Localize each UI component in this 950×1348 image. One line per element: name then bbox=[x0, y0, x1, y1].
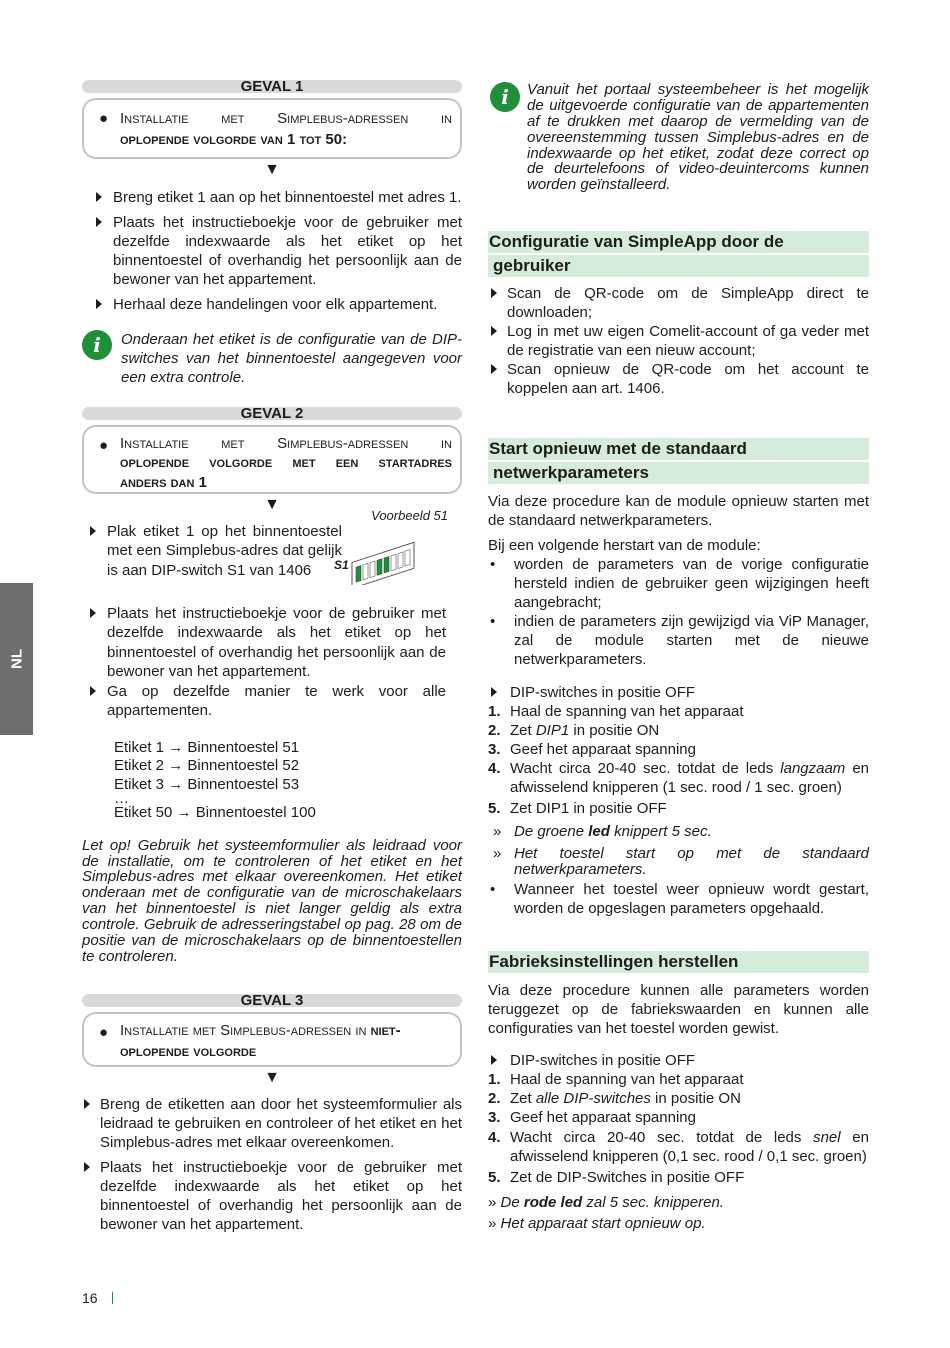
case-2-steps bbox=[82, 604, 446, 719]
list-item: Plaats het instructieboekje voor de gebruiker met dezelfde indexwaarde als het etiket op het binnentoestel of overhandig het persoonlijk aan de bewoner van het appartement. bbox=[82, 213, 462, 289]
list-item: 3. Geef het apparaat spanning bbox=[488, 741, 696, 759]
triangle-right-icon bbox=[84, 1099, 90, 1109]
restart-steps bbox=[488, 702, 869, 818]
list-item: 1. Haal de spanning van het apparaat bbox=[488, 1071, 744, 1089]
double-chevron-icon: » bbox=[493, 823, 502, 841]
case-3-steps bbox=[82, 1095, 462, 1234]
case-3-box bbox=[82, 1012, 462, 1067]
triangle-right-icon bbox=[96, 299, 102, 309]
section-title: Fabrieksinstellingen herstellen bbox=[488, 951, 869, 973]
restart-section bbox=[488, 438, 869, 919]
case-2-line-2: oplopende volgorde met een startadres bbox=[120, 454, 452, 472]
simpleapp-section bbox=[488, 231, 869, 398]
restart-bullets bbox=[488, 555, 869, 669]
list-item: » De groene led knippert 5 sec. bbox=[493, 823, 712, 841]
case-1-band: GEVAL 1 bbox=[82, 80, 462, 93]
restart-intro: Via deze procedure kan de module opnieuw starten met de standaard netwerkparameters. bbox=[488, 492, 869, 529]
case-2-line-3: anders dan 1 bbox=[120, 473, 207, 491]
triangle-right-icon bbox=[491, 326, 497, 336]
case-2-warning: Let op! Gebruik het systeemformulier als leidraad voor de installatie, om te controleren of het etiket en het Simplebus-adres met elkaar overeenkomen. Het etiket onderaan met de configuratie van de microschakelaars van het binnentoestel is niet langer geldig als extra controle. Gebruik de adresseringstabel op pag. 28 om de positie van de microschakelaars op de binnentoestellen te controleren. bbox=[82, 836, 462, 965]
double-chevron-icon: » bbox=[488, 1193, 501, 1211]
bullet-icon: • bbox=[490, 881, 496, 899]
list-item: • Wanneer het toestel weer opnieuw wordt gestart, worden de opgeslagen parameters opgehaald. bbox=[490, 881, 869, 918]
case-2 bbox=[82, 407, 462, 964]
section-title: Start opnieuw met de standaard bbox=[488, 438, 869, 460]
list-item: Etiket 1 → Binnentoestel 51 bbox=[114, 738, 300, 756]
arrow-down-icon: ▼ bbox=[264, 161, 280, 178]
list-item: 5. Zet de DIP-Switches in positie OFF bbox=[488, 1168, 745, 1186]
language-tab bbox=[0, 583, 33, 735]
case-2-first-step bbox=[82, 508, 462, 600]
portal-info-text: Vanuit het portaal systeembeheer is het mogelijk de uitgevoerde configuratie van de appartementen af te drukken met daarop de vermelding van de overeenstemming tussen Simplebus-adres en de indexwaarde op het etiket, zodat deze correct op de deurtelefoons of video-deuintercoms kunnen worden geïnstalleerd. bbox=[527, 81, 869, 194]
list-item: 2. Zet DIP1 in positie ON bbox=[488, 722, 660, 740]
case-2-line-1: Installatie met Simplebus-adressen in bbox=[120, 435, 452, 453]
simpleapp-steps bbox=[488, 284, 869, 398]
triangle-right-icon bbox=[96, 192, 102, 202]
language-tab-label: NL bbox=[7, 649, 25, 669]
list-item: 1. Haal de spanning van het apparaat bbox=[488, 702, 744, 720]
list-item: Ga op dezelfde manier te werk voor alle appartementen. bbox=[82, 682, 446, 720]
page-number: 16 bbox=[82, 1290, 98, 1306]
list-item: Breng etiket 1 aan op het binnentoestel met adres 1. bbox=[82, 188, 462, 207]
list-item: … bbox=[114, 790, 129, 808]
triangle-right-icon bbox=[96, 217, 102, 227]
case-1-box bbox=[82, 98, 462, 159]
triangle-right-icon bbox=[84, 1162, 90, 1172]
list-item: Herhaal deze handelingen voor elk appartement. bbox=[82, 295, 462, 314]
dip-switch-figure bbox=[334, 508, 448, 588]
case-1-note bbox=[82, 330, 462, 387]
list-item: » Het toestel start op met de standaard netwerkparameters. bbox=[493, 845, 869, 879]
triangle-right-icon bbox=[491, 364, 497, 374]
bullet-icon: • bbox=[490, 555, 496, 573]
triangle-right-icon bbox=[491, 288, 497, 298]
bullet-icon: • bbox=[490, 612, 496, 630]
factory-result-1: » De rode led zal 5 sec. knipperen. bbox=[488, 1193, 724, 1211]
case-1-line-2: oplopende volgorde van 1 tot 50: bbox=[120, 131, 348, 149]
etiket-mapping bbox=[82, 739, 462, 823]
list-item: Etiket 3 → Binnentoestel 53 bbox=[114, 775, 300, 793]
restart-results bbox=[488, 822, 869, 878]
list-item: DIP-switches in positie OFF bbox=[488, 683, 869, 702]
section-title: netwerkparameters bbox=[488, 462, 869, 484]
list-item: • indien de parameters zijn gewijzigd via ViP Manager, zal de module starten met de nieuwe netwerkparameters. bbox=[490, 612, 869, 668]
footer-divider bbox=[112, 1292, 114, 1304]
case-3 bbox=[82, 991, 462, 1234]
page-footer bbox=[82, 1290, 113, 1308]
case-1-line-1: Installatie met Simplebus-adressen in bbox=[120, 110, 452, 127]
list-item: Scan de QR-code om de SimpleApp direct te downloaden; bbox=[488, 284, 869, 322]
triangle-right-icon bbox=[491, 1055, 497, 1065]
list-item: Scan opnieuw de QR-code om het account te koppelen aan art. 1406. bbox=[488, 360, 869, 398]
restart-lead: Bij een volgende herstart van de module: bbox=[488, 536, 761, 554]
factory-intro: Via deze procedure kunnen alle parameters worden teruggezet op de fabriekswaarden en kunnen alle configuraties van het toestel worden gewist. bbox=[488, 982, 869, 1038]
case-3-band: GEVAL 3 bbox=[82, 994, 462, 1007]
bullet-icon: ● bbox=[99, 1023, 109, 1041]
arrow-down-icon: ▼ bbox=[264, 1068, 280, 1086]
factory-result-2: » Het apparaat start opnieuw op. bbox=[488, 1214, 706, 1232]
case-3-line-1: Installatie met Simplebus-adressen in niet- bbox=[120, 1021, 401, 1039]
list-item: 4. Wacht circa 20-40 sec. totdat de leds snel en afwisselend knipperen (0,1 sec. rood / 0,1 sec. groen) bbox=[488, 1128, 869, 1165]
list-item: 4. Wacht circa 20-40 sec. totdat de leds langzaam en afwisselend knipperen (1 sec. rood / 1 sec. groen) bbox=[488, 760, 870, 797]
list-item: Breng de etiketten aan door het systeemformulier als leidraad te gebruiken en controleer of het etiket en het Simplebus-adres met elkaar overeenkomen. bbox=[82, 1095, 462, 1152]
triangle-right-icon bbox=[90, 526, 96, 536]
dip-switch-icon bbox=[338, 525, 448, 585]
list-item: 3. Geef het apparaat spanning bbox=[488, 1109, 696, 1127]
list-item: • worden de parameters van de vorige configuratie hersteld indien de gebruiker geen wijzigingen heeft aangebracht; bbox=[490, 555, 869, 611]
list-item: Plaats het instructieboekje voor de gebruiker met dezelfde indexwaarde als het etiket op het binnentoestel of overhandig het persoonlijk aan de bewoner van het appartement. bbox=[82, 1158, 462, 1234]
case-2-box bbox=[82, 425, 462, 494]
case-2-band: GEVAL 2 bbox=[82, 407, 462, 420]
portal-info bbox=[488, 82, 869, 193]
triangle-right-icon bbox=[90, 608, 96, 618]
bullet-icon: ● bbox=[99, 110, 109, 127]
list-item: Etiket 2 → Binnentoestel 52 bbox=[114, 757, 300, 775]
arrow-down-icon: ▼ bbox=[264, 496, 280, 514]
info-icon: i bbox=[82, 330, 112, 360]
triangle-right-icon bbox=[90, 686, 96, 696]
list-item: Log in met uw eigen Comelit-account of ga veder met de registratie van een nieuw account; bbox=[488, 322, 869, 360]
figure-label: S1 bbox=[334, 558, 349, 573]
case-1-steps bbox=[82, 188, 462, 314]
info-icon: i bbox=[490, 82, 520, 112]
case-3-line-2: oplopende volgorde bbox=[120, 1042, 257, 1060]
section-title: Configuratie van SimpleApp door de bbox=[488, 231, 869, 253]
factory-section bbox=[488, 951, 869, 1233]
list-item: Plaats het instructieboekje voor de gebruiker met dezelfde indexwaarde als het etiket op het binnentoestel of overhandig het persoonlijk aan de bewoner van het appartement. bbox=[82, 604, 446, 680]
list-item: Plak etiket 1 op het binnentoestel met een Simplebus-adres dat gelijk is aan DIP-switch S1 van 1406 bbox=[82, 522, 342, 579]
list-item: Etiket 50 → Binnentoestel 100 bbox=[114, 804, 316, 822]
double-chevron-icon: » bbox=[493, 845, 502, 863]
bullet-icon: ● bbox=[99, 437, 109, 455]
list-item: 2. Zet alle DIP-switches in positie ON bbox=[488, 1090, 741, 1108]
triangle-right-icon bbox=[491, 687, 497, 697]
section-title: gebruiker bbox=[488, 255, 869, 277]
double-chevron-icon: » bbox=[488, 1214, 501, 1232]
figure-caption: Voorbeeld 51 bbox=[371, 508, 448, 524]
left-column bbox=[82, 80, 462, 1234]
case-1-note-text: Onderaan het etiket is de configuratie van de DIP-switches van het binnentoestel aangegeven voor een extra controle. bbox=[121, 331, 462, 387]
case-1 bbox=[82, 80, 462, 387]
right-column bbox=[488, 82, 869, 1233]
list-item: 5. Zet DIP1 in positie OFF bbox=[488, 800, 667, 818]
factory-steps bbox=[488, 1070, 869, 1186]
list-item: DIP-switches in positie OFF bbox=[488, 1051, 869, 1070]
